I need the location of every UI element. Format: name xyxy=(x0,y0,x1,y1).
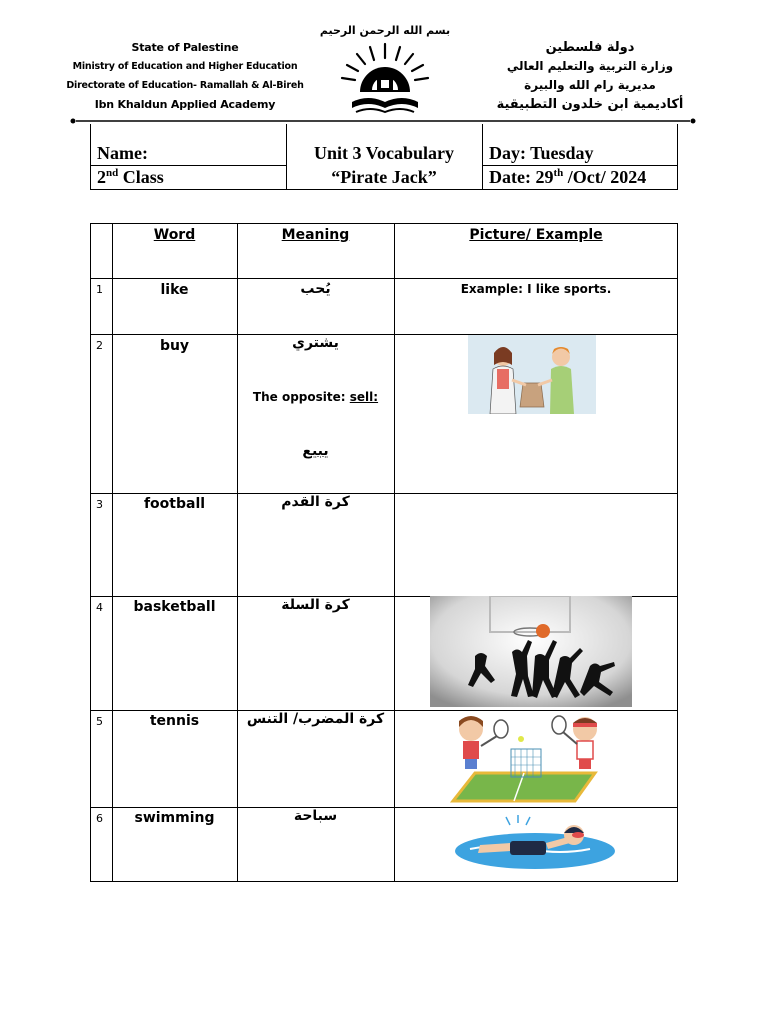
header-meaning: Meaning xyxy=(281,227,350,243)
row-number: 1 xyxy=(96,283,103,296)
opposite-arabic: يبيع xyxy=(302,443,329,459)
header-picture: Picture/ Example xyxy=(469,227,603,243)
letterhead-english xyxy=(60,38,310,114)
letterhead-arabic xyxy=(470,38,710,114)
row-number: 3 xyxy=(96,498,103,511)
row-number: 6 xyxy=(96,812,103,825)
academy-logo-icon xyxy=(330,40,440,120)
ministry-name-ar: وزارة التربية والتعليم العالي xyxy=(506,59,674,73)
meaning-swimming: سباحة xyxy=(293,808,338,824)
meaning-basketball: كرة السلة xyxy=(281,597,350,613)
word-buy: buy xyxy=(159,338,190,354)
academy-name-ar: أكاديمية ابن خلدون التطبيقية xyxy=(496,97,684,112)
meaning-tennis: كرة المضرب/ التنس xyxy=(246,711,385,727)
meaning-football: كرة القدم xyxy=(281,494,350,510)
vocabulary-table xyxy=(90,223,678,882)
header-word: Word xyxy=(153,227,196,243)
word-swimming: swimming xyxy=(134,810,215,826)
row-number: 5 xyxy=(96,715,103,728)
date-label: Date: 29th /Oct/ 2024 xyxy=(489,167,647,187)
unit-title: Unit 3 Vocabulary xyxy=(313,143,455,163)
name-label: Name: xyxy=(97,143,148,163)
state-name: State of Palestine xyxy=(131,41,239,54)
row-number: 2 xyxy=(96,339,103,352)
opposite-note: The opposite: sell: xyxy=(252,390,379,404)
example-like: Example: I like sports. xyxy=(460,282,612,296)
academy-name: Ibn Khaldun Applied Academy xyxy=(94,98,276,111)
state-name-ar: دولة فلسطين xyxy=(545,40,635,55)
swimmer-illustration xyxy=(450,813,620,873)
directorate-name: Directorate of Education- Ramallah & Al-Bireh xyxy=(66,80,304,91)
buy-shop-illustration xyxy=(468,335,596,414)
day-label: Day: Tuesday xyxy=(489,143,594,163)
class-label: 2nd Class xyxy=(97,167,164,187)
basketball-silhouette-illustration xyxy=(430,596,632,707)
meaning-like: يُحب xyxy=(300,281,331,297)
row-number: 4 xyxy=(96,601,103,614)
student-info-table xyxy=(90,124,678,190)
story-title: “Pirate Jack” xyxy=(331,167,437,187)
word-football: football xyxy=(143,496,206,512)
ministry-name: Ministry of Education and Higher Education xyxy=(72,61,298,72)
basmala-text: بسم الله الرحمن الرحيم xyxy=(319,24,451,37)
word-tennis: tennis xyxy=(149,713,200,729)
directorate-name-ar: مديرية رام الله والبيرة xyxy=(524,78,656,92)
word-basketball: basketball xyxy=(133,599,216,615)
meaning-buy: يشتري xyxy=(292,335,339,351)
tennis-kids-illustration xyxy=(445,711,621,805)
word-like: like xyxy=(160,282,189,298)
